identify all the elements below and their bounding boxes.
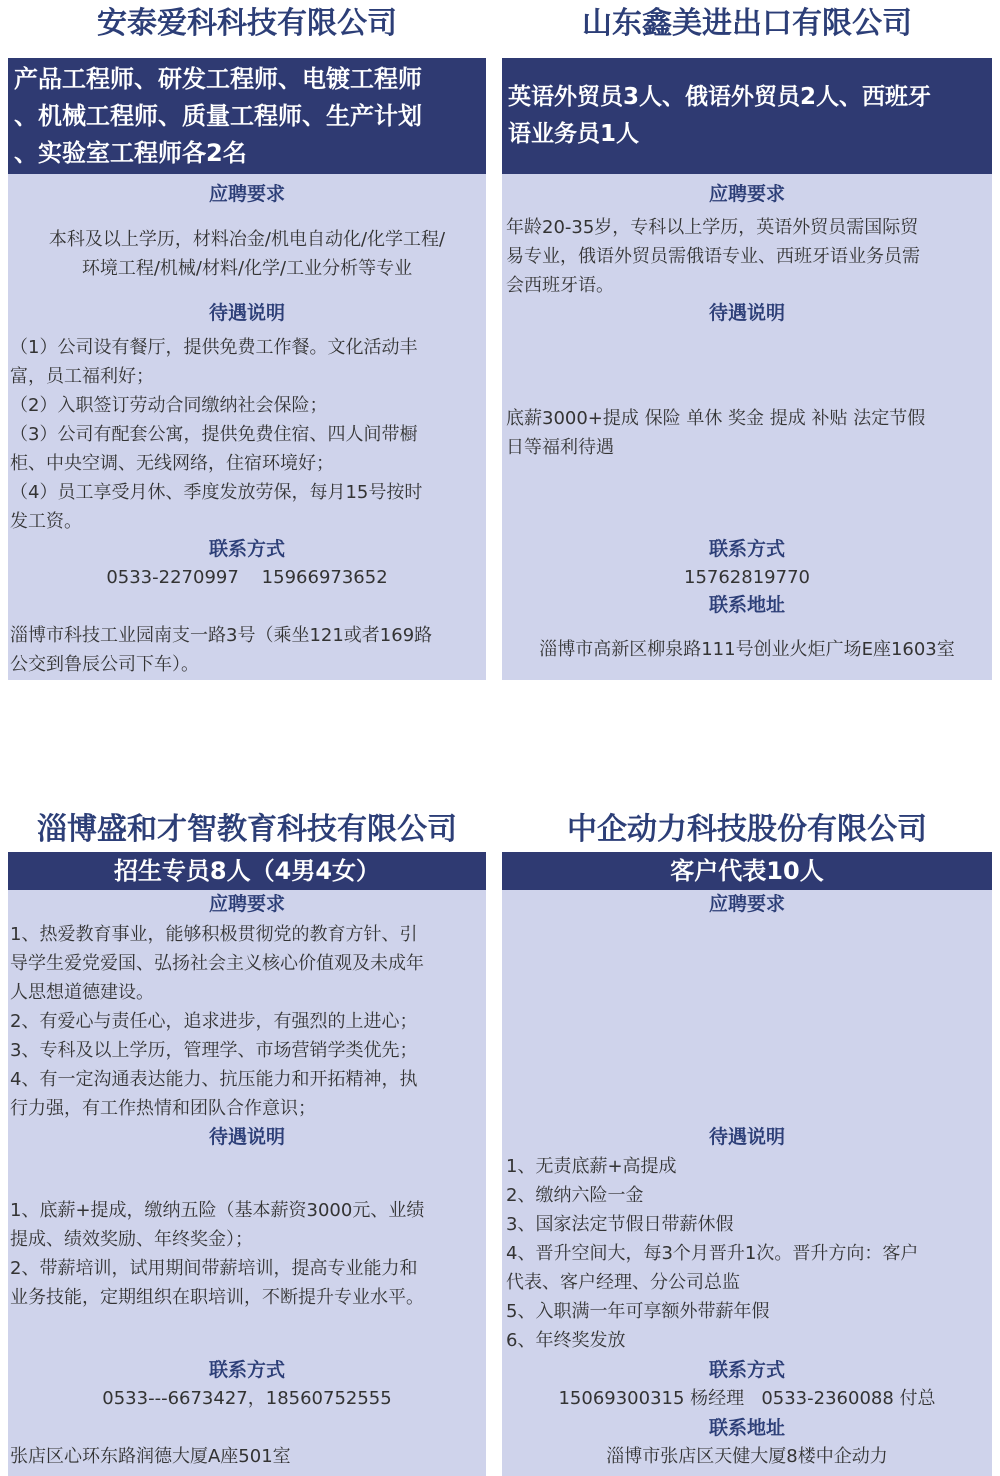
company-2-job-banner bbox=[502, 58, 992, 174]
text-line: 环境工程/机械/材料/化学/工业分析等专业 bbox=[81, 258, 413, 279]
company-1-job-lines bbox=[14, 61, 422, 172]
text-line: 富，员工福利好； bbox=[10, 366, 154, 387]
text-line: 1、底薪+提成，缴纳五险（基本薪资3000元、业绩 bbox=[10, 1200, 425, 1221]
company-4-benefits-text bbox=[506, 1152, 918, 1355]
company-4-contact-phone: 15069300315 杨经理 0533-2360088 付总 bbox=[558, 1388, 936, 1409]
company-1-job-line: 、机械工程师、质量工程师、生产计划 bbox=[14, 101, 422, 130]
text-line: 会西班牙语。 bbox=[506, 275, 614, 296]
text-line: 导学生爱党爱国、弘扬社会主义核心价值观及未成年 bbox=[10, 953, 424, 974]
company-2-address-heading: 联系地址 bbox=[708, 594, 785, 616]
company-3-address: 张店区心环东路润德大厦A座501室 bbox=[10, 1446, 291, 1467]
company-1-address bbox=[10, 621, 432, 679]
company-3-contact-heading: 联系方式 bbox=[208, 1359, 285, 1381]
text-line: 5、入职满一年可享额外带薪年假 bbox=[506, 1301, 770, 1322]
company-2-requirements-text bbox=[506, 213, 920, 300]
company-4-panel bbox=[502, 890, 992, 1476]
company-2-address: 淄博市高新区柳泉路111号创业火炬广场E座1603室 bbox=[539, 639, 955, 660]
text-line: 公交到鲁辰公司下车）。 bbox=[10, 654, 199, 675]
company-4-job-banner bbox=[502, 852, 992, 890]
company-1-title: 安泰爱科科技有限公司 bbox=[97, 6, 397, 41]
company-3-requirements-text bbox=[10, 920, 424, 1123]
company-3-job-line: 招生专员8人（4男4女） bbox=[113, 857, 381, 885]
text-line: （3）公司有配套公寓，提供免费住宿、四人间带橱 bbox=[10, 424, 418, 445]
company-2-job-line: 语业务员1人 bbox=[508, 121, 640, 147]
company-3-job-banner bbox=[8, 852, 486, 890]
company-3-benefits-heading: 待遇说明 bbox=[208, 1126, 285, 1148]
company-3-title: 淄博盛和才智教育科技有限公司 bbox=[37, 812, 457, 847]
text-line: 4、晋升空间大，每3个月晋升1次。晋升方向：客户 bbox=[506, 1243, 919, 1264]
text-line: 1、无责底薪+高提成 bbox=[506, 1156, 677, 1177]
company-2-job-lines bbox=[508, 79, 931, 153]
text-line: （4）员工享受月休、季度发放劳保，每月15号按时 bbox=[10, 482, 423, 503]
company-2-panel bbox=[502, 174, 992, 680]
text-line: 底薪3000+提成 保险 单休 奖金 提成 补贴 法定节假 bbox=[506, 408, 926, 429]
company-2-benefits-text bbox=[506, 404, 925, 462]
text-line: 本科及以上学历，材料冶金/机电自动化/化学工程/ bbox=[48, 229, 446, 250]
text-line: 业务技能，定期组织在职培训，不断提升专业水平。 bbox=[10, 1287, 424, 1308]
company-2-job-line: 英语外贸员3人、俄语外贸员2人、西班牙 bbox=[508, 84, 932, 110]
text-line: 2、有爱心与责任心，追求进步，有强烈的上进心； bbox=[10, 1011, 418, 1032]
company-4-contact-heading: 联系方式 bbox=[708, 1359, 785, 1381]
text-line: 行力强，有工作热情和团队合作意识； bbox=[10, 1098, 316, 1119]
company-1-benefits-text bbox=[10, 333, 422, 536]
company-1-job-line: 、实验室工程师各2名 bbox=[14, 138, 247, 167]
text-line: 6、年终奖发放 bbox=[506, 1330, 626, 1351]
text-line: 2、缴纳六险一金 bbox=[506, 1185, 644, 1206]
company-4-job-line: 客户代表10人 bbox=[670, 857, 824, 885]
company-3-requirements-heading: 应聘要求 bbox=[208, 893, 285, 915]
company-3-benefits-text bbox=[10, 1196, 424, 1312]
company-1-job-line: 产品工程师、研发工程师、电镀工程师 bbox=[14, 64, 422, 93]
company-3-panel bbox=[8, 890, 486, 1476]
text-line: 1、热爱教育事业，能够积极贯彻党的教育方针、引 bbox=[10, 924, 418, 945]
text-line: （1）公司设有餐厅，提供免费工作餐。文化活动丰 bbox=[10, 337, 418, 358]
text-line: 3、国家法定节假日带薪休假 bbox=[506, 1214, 734, 1235]
company-4-benefits-heading: 待遇说明 bbox=[708, 1126, 785, 1148]
company-1-job-banner bbox=[8, 58, 486, 174]
text-line: 易专业，俄语外贸员需俄语专业、西班牙语业务员需 bbox=[506, 246, 920, 267]
company-2-benefits-heading: 待遇说明 bbox=[708, 302, 785, 324]
text-line: 提成、绩效奖励、年终奖金）； bbox=[10, 1229, 253, 1250]
text-line: 柜、中央空调、无线网络，住宿环境好； bbox=[10, 453, 334, 474]
company-1-contact-heading: 联系方式 bbox=[208, 538, 285, 560]
text-line: 3、专科及以上学历，管理学、市场营销学类优先； bbox=[10, 1040, 418, 1061]
text-line: 代表、客户经理、分公司总监 bbox=[506, 1272, 740, 1293]
text-line: 人思想道德建设。 bbox=[10, 982, 154, 1003]
text-line: 日等福利待遇 bbox=[506, 437, 614, 458]
text-line: 发工资。 bbox=[10, 511, 82, 532]
company-3-contact-phone: 0533---6673427，18560752555 bbox=[102, 1388, 392, 1409]
company-1-benefits-heading: 待遇说明 bbox=[208, 302, 285, 324]
text-line: （2）入职签订劳动合同缴纳社会保险； bbox=[10, 395, 328, 416]
text-line: 淄博市科技工业园南支一路3号（乘坐121或者169路 bbox=[10, 625, 433, 646]
company-4-address: 淄博市张店区天健大厦8楼中企动力 bbox=[606, 1446, 888, 1467]
company-1-contact-phone: 0533-2270997 15966973652 bbox=[106, 567, 388, 588]
company-2-title: 山东鑫美进出口有限公司 bbox=[582, 6, 912, 41]
company-4-address-heading: 联系地址 bbox=[708, 1417, 785, 1439]
text-line: 4、有一定沟通表达能力、抗压能力和开拓精神，执 bbox=[10, 1069, 418, 1090]
company-1-requirements-text bbox=[8, 225, 486, 283]
company-2-requirements-heading: 应聘要求 bbox=[708, 183, 785, 205]
text-line: 年龄20-35岁，专科以上学历，英语外贸员需国际贸 bbox=[506, 217, 919, 238]
company-4-requirements-heading: 应聘要求 bbox=[708, 893, 785, 915]
company-1-panel bbox=[8, 174, 486, 680]
company-1-requirements-heading: 应聘要求 bbox=[208, 183, 285, 205]
company-2-contact-heading: 联系方式 bbox=[708, 538, 785, 560]
text-line: 2、带薪培训，试用期间带薪培训，提高专业能力和 bbox=[10, 1258, 418, 1279]
company-2-contact-phone: 15762819770 bbox=[684, 567, 810, 588]
company-4-title: 中企动力科技股份有限公司 bbox=[567, 812, 927, 847]
